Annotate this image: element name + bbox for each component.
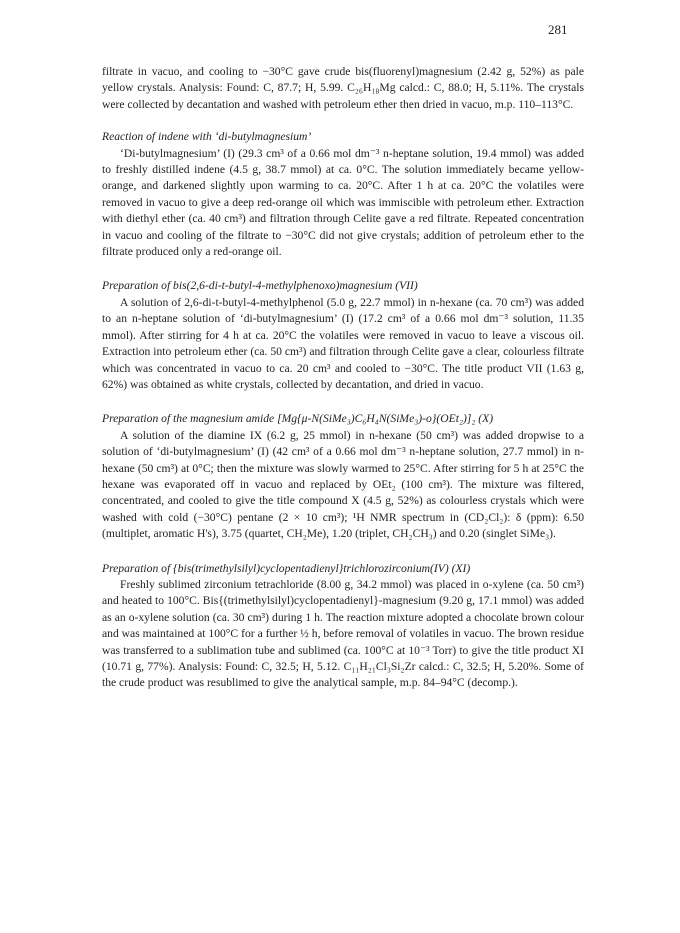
intro-paragraph: filtrate in vacuo, and cooling to −30°C gave crude bis(fluorenyl)magnesium (2.42 g, 52%) as pale yellow crystals. Analysis: Found: C, 87.7; H, 5.99. C₂₆H₁₈Mg calcd.: C, 88.0; H, 5.11%. The crystals were collected by decantation and washed with petroleum ether then dried in vacuo, m.p. 110–113°C.: [102, 65, 584, 111]
section-phenoxo-magnesium: [102, 278, 584, 393]
page-number: 281: [548, 22, 568, 37]
section-heading: Preparation of the magnesium amide [Mg{μ-N(SiMe₃)C₆H₄N(SiMe₃)-o}(OEt₂)]₂ (X): [102, 412, 494, 426]
section-heading: Preparation of {bis(trimethylsilyl)cyclopentadienyl}trichlorozirconium(IV) (XI): [102, 561, 471, 575]
section-zirconium-complex: [102, 561, 584, 692]
section-heading: Reaction of indene with ‘di-butylmagnesium’: [102, 130, 312, 144]
section-magnesium-amide: [102, 411, 584, 542]
section-paragraph: A solution of 2,6-di-t-butyl-4-methylphenol (5.0 g, 22.7 mmol) in n-hexane (ca. 70 cm³) was added to an n-heptane solution of ‘di-butylmagnesium’ (I) (17.2 cm³ of a 0.66 mol dm⁻³ solution, 11.35 mmol). After stirring for 4 h at ca. 20°C the volatiles were removed in vacuo to leave a viscous oil. Extraction into petroleum ether (ca. 50 cm³) and filtration through Celite gave a clear, colourless filtrate which was concentrated in vacuo to ca. 20 cm³ and cooled to −30°C. The title product VII (1.63 g, 62%) was obtained as white crystals, collected by decantation, and dried in vacuo.: [102, 295, 584, 391]
section-paragraph: A solution of the diamine IX (6.2 g, 25 mmol) in n-hexane (50 cm³) was added dropwise to a solution of ‘di-butylmagnesium’ (I) (42 cm³ of a 0.66 mol dm⁻³ n-heptane solution, 27.7 mmol) in n-hexane (50 cm³) at 0°C; then the mixture was slowly warmed to 25°C. After stirring for 5 h at 25°C the hexane was evaporated off in vacuo and replaced by OEt₂ (100 cm³). The mixture was filtered, concentrated, and cooled to give the title compound X (4.5 g, 52%) as colourless crystals which were washed with cold (−30°C) pentane (2 × 10 cm³); ¹H NMR spectrum in (CD₂Cl₂): δ (ppm): 6.50 (multiplet, aromatic H's), 3.75 (quartet, CH₂Me), 1.20 (triplet, CH₂CH₃) and 0.20 (singlet SiMe₃).: [102, 428, 584, 541]
paper-body: [102, 64, 584, 692]
section-heading: Preparation of bis(2,6-di-t-butyl-4-methylphenoxo)magnesium (VII): [102, 279, 418, 293]
section-indene-reaction: [102, 129, 584, 260]
section-paragraph: ‘Di-butylmagnesium’ (I) (29.3 cm³ of a 0.66 mol dm⁻³ n-heptane solution, 19.4 mmol) was added to freshly distilled indene (4.5 g, 38.7 mmol) at ca. 0°C. The solution immediately became yellow-orange, and darkened slightly upon warming to ca. 20°C. After 1 h at ca. 20°C the volatiles were removed in vacuo to give a deep red-orange oil which was immiscible with petroleum ether. Extraction with diethyl ether (ca. 40 cm³) and filtration through Celite gave a red filtrate. Repeated concentration in vacuo and cooling of the filtrate to −30°C did not give crystals; addition of petroleum ether to the filtrate produced only a red-orange oil.: [102, 146, 584, 259]
section-paragraph: Freshly sublimed zirconium tetrachloride (8.00 g, 34.2 mmol) was placed in o-xylene (ca. 50 cm³) and heated to 100°C. Bis{(trimethylsilyl)cyclopentadienyl}-magnesium (9.20 g, 17.1 mmol) was added as an o-xylene solution (ca. 30 cm³) during 1 h. The reaction mixture adopted a chocolate brown colour and was maintained at 100°C for a further ½ h, before removal of volatiles in vacuo. The brown residue was transferred to a sublimation tube and sublimed (ca. 100°C at 10⁻³ Torr) to give the title product XI (10.71 g, 77%). Analysis: Found: C, 32.5; H, 5.12. C₁₁H₂₁Cl₃Si₂Zr calcd.: C, 32.5; H, 5.20%. Some of the crude product was resublimed to give the analytical sample, m.p. 84–94°C (decomp.).: [102, 577, 584, 690]
